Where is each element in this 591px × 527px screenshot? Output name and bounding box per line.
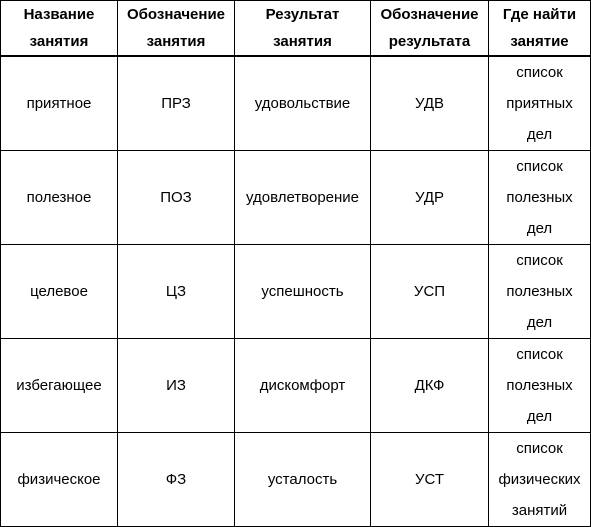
cell-activity-result: удовольствие	[235, 56, 371, 151]
table-row	[1, 339, 591, 433]
cell-where-to-find: список полезных дел	[489, 339, 591, 433]
cell-activity-code: ПРЗ	[118, 56, 235, 151]
cell-activity-result: успешность	[235, 245, 371, 339]
header-activity-result: Результат занятия	[235, 1, 371, 57]
cell-where-to-find: список приятных дел	[489, 56, 591, 151]
cell-activity-code: ФЗ	[118, 433, 235, 527]
table-row	[1, 56, 591, 151]
header-where-to-find: Где найти занятие	[489, 1, 591, 57]
cell-activity-name: избегающее	[1, 339, 118, 433]
cell-activity-code: ИЗ	[118, 339, 235, 433]
cell-activity-name: целевое	[1, 245, 118, 339]
cell-activity-result: дискомфорт	[235, 339, 371, 433]
cell-activity-code: ЦЗ	[118, 245, 235, 339]
header-activity-code: Обозначение занятия	[118, 1, 235, 57]
cell-activity-result: усталость	[235, 433, 371, 527]
cell-result-code: УДВ	[371, 56, 489, 151]
cell-where-to-find: список полезных дел	[489, 245, 591, 339]
cell-activity-result: удовлетворение	[235, 151, 371, 245]
cell-result-code: УСП	[371, 245, 489, 339]
cell-result-code: УСТ	[371, 433, 489, 527]
cell-activity-name: полезное	[1, 151, 118, 245]
cell-activity-name: приятное	[1, 56, 118, 151]
table-row	[1, 151, 591, 245]
cell-where-to-find: список полезных дел	[489, 151, 591, 245]
table-row	[1, 433, 591, 527]
cell-activity-name: физическое	[1, 433, 118, 527]
cell-result-code: УДР	[371, 151, 489, 245]
header-row	[1, 1, 591, 57]
cell-where-to-find: список физических занятий	[489, 433, 591, 527]
cell-result-code: ДКФ	[371, 339, 489, 433]
header-activity-name: Название занятия	[1, 1, 118, 57]
table-row	[1, 245, 591, 339]
cell-activity-code: ПОЗ	[118, 151, 235, 245]
header-result-code: Обозначение результата	[371, 1, 489, 57]
